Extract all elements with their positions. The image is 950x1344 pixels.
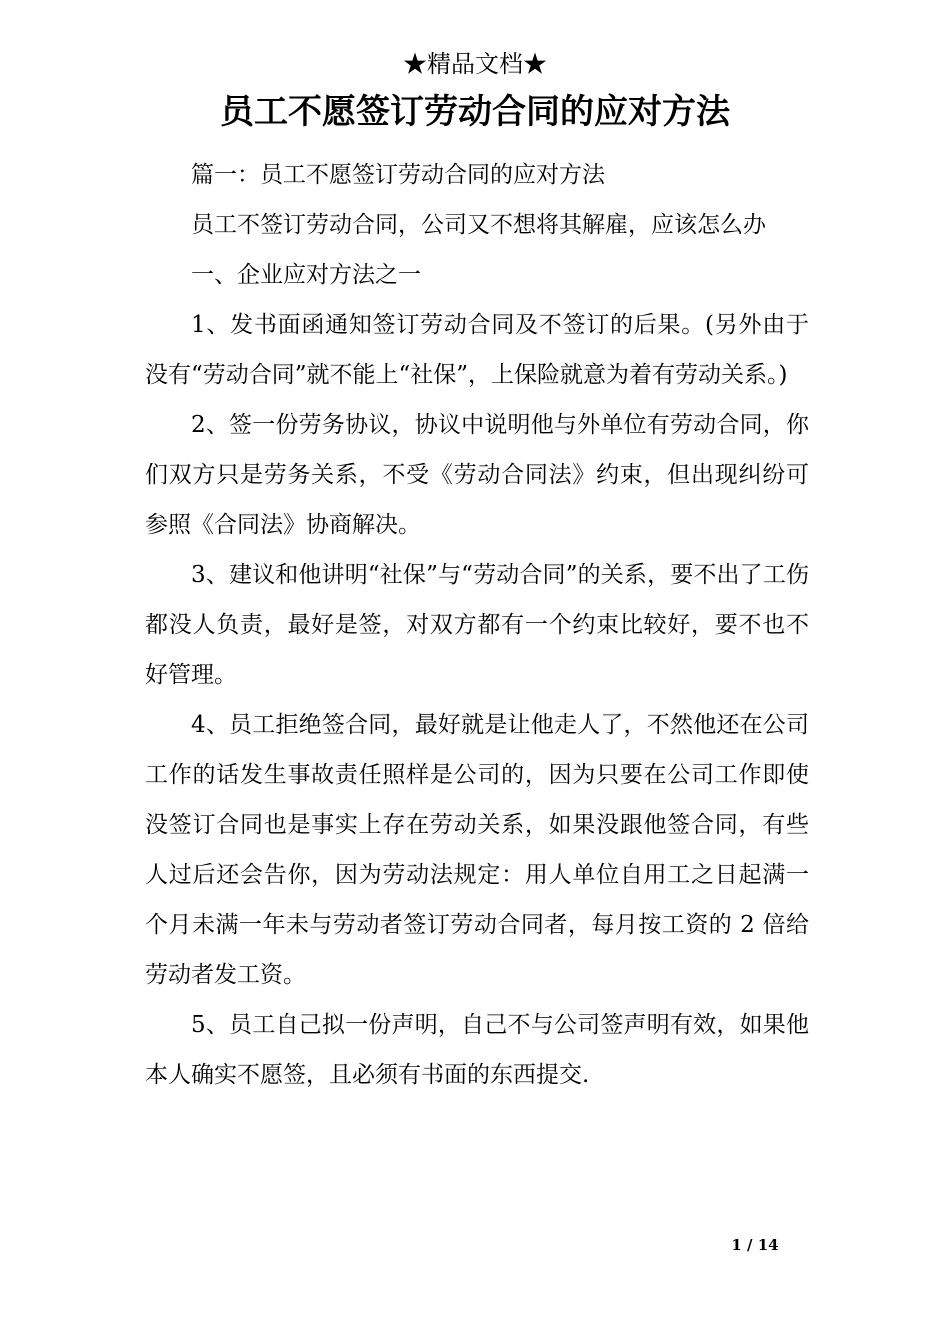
- list-item: 5、员工自己拟一份声明，自己不与公司签声明有效，如果他本人确实不愿签，且必须有书面的东西提交.: [145, 1012, 809, 1088]
- section-heading: 篇一：员工不愿签订劳动合同的应对方法: [191, 162, 605, 188]
- section-subheading: 一、企业应对方法之一: [191, 262, 421, 288]
- list-item: 4、员工拒绝签合同，最好就是让他走人了，不然他还在公司工作的话发生事故责任照样是公司的，因为只要在公司工作即使没签订合同也是事实上存在劳动关系，如果没跟他签合同，有些人过后还会告你，因为劳动法规定：用人单位自用工之日起满一个月未满一年未与劳动者签订劳动合同者，每月按工资的 2 倍给劳动者发工资。: [145, 712, 809, 988]
- list-item: 2、签一份劳务协议，协议中说明他与外单位有劳动合同，你们双方只是劳务关系，不受《劳动合同法》约束，但出现纠纷可参照《合同法》协商解决。: [145, 412, 809, 538]
- document-title: 员工不愿签订劳动合同的应对方法: [220, 92, 730, 132]
- page-number: 1 / 14: [731, 1236, 779, 1254]
- document-body: [145, 150, 809, 1100]
- list-item: 3、建议和他讲明“社保”与“劳动合同”的关系，要不出了工伤都没人负责，最好是签，对双方都有一个约束比较好，要不也不好管理。: [145, 562, 809, 688]
- paragraph: 员工不签订劳动合同，公司又不想将其解雇，应该怎么办: [191, 212, 766, 238]
- document-header: ★精品文档★: [403, 50, 547, 78]
- list-item: 1、发书面函通知签订劳动合同及不签订的后果。(另外由于没有“劳动合同”就不能上“社保”，上保险就意为着有劳动关系。): [145, 312, 809, 388]
